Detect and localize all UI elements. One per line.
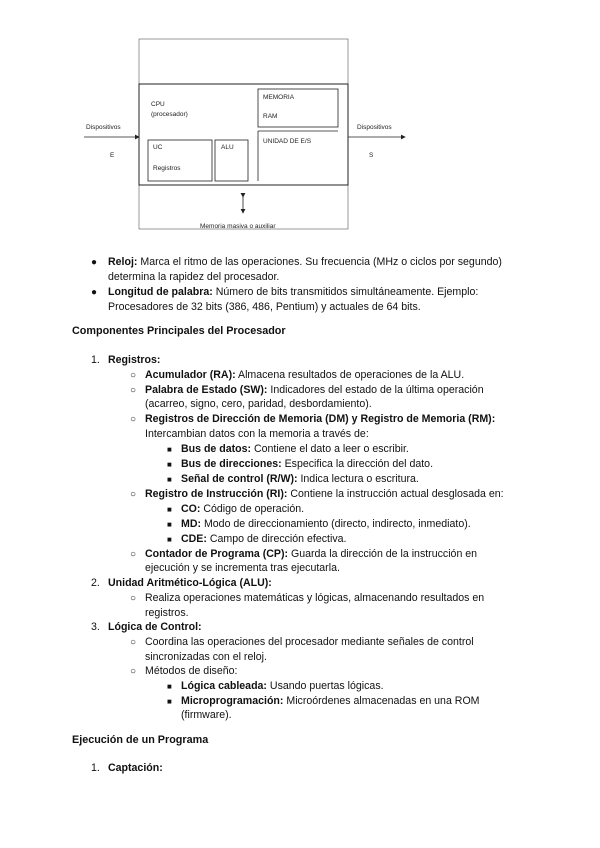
longitud-line1 [108,285,478,300]
registros-label: Registros [153,165,181,172]
bullet-circle: ○ [130,593,137,604]
memoria-masiva-label: Memoria masiva o auxiliar [200,223,276,230]
micro-item [181,694,480,709]
ri-item [145,487,504,502]
md-item [181,517,471,532]
cableada-text: Usando puertas lógicas. [266,680,384,692]
lc-line1: Coordina las operaciones del procesador mediante señales de control [145,636,474,648]
co-term: CO: [181,503,201,515]
section-number: 1. [91,354,100,366]
acumulador-text: Almacena resultados de operaciones de la ALU. [235,369,465,381]
reloj-text: Marca el ritmo de las operaciones. Su frecuencia (MHz o ciclos por segundo) [137,256,502,268]
bullet-square: ■ [167,505,172,514]
alu-line2: registros. [145,607,189,619]
senal-term: Señal de control (R/W): [181,473,298,485]
bullet-circle: ○ [130,385,137,396]
md-text: Modo de direccionamiento (directo, indirecto, inmediato). [201,518,471,530]
palabra-term: Palabra de Estado (SW): [145,384,268,396]
cpu-label: CPU [151,101,165,108]
bullet-dot: ● [91,257,98,268]
bullet-square: ■ [167,475,172,484]
dispositivos-e-label: Dispositivos [86,124,121,131]
co-item [181,502,304,517]
cde-term: CDE: [181,533,207,545]
dm-term: Registros de Dirección de Memoria (DM) y Registro de Memoria (RM): [145,413,496,425]
bullet-square: ■ [167,697,172,706]
palabra-item [145,383,484,398]
s-label: S [369,152,374,159]
md-term: MD: [181,518,202,530]
bullet-circle: ○ [130,489,137,500]
section-number: 2. [91,577,100,589]
cp-text: Guarda la dirección de la instrucción en [288,548,478,560]
micro-term: Microprogramación: [181,695,284,707]
acumulador-term: Acumulador (RA): [145,369,236,381]
es-label: UNIDAD DE E/S [263,138,312,145]
bus-dir-item [181,457,433,472]
heading-ejecucion: Ejecución de un Programa [72,734,209,746]
reloj-line2: determina la rapidez del procesador. [108,271,280,283]
e-label: E [110,152,115,159]
bullet-circle: ○ [130,549,137,560]
bullet-circle: ○ [130,637,137,648]
bullet-square: ■ [167,445,172,454]
memoria-label: MEMORIA [263,94,295,101]
longitud-text: Número de bits transmitidos simultáneamente. Ejemplo: [212,286,479,298]
bullet-circle: ○ [130,370,137,381]
bus-datos-text: Contiene el dato a leer o escribir. [251,443,409,455]
logica-title: Lógica de Control: [108,621,202,633]
cde-text: Campo de dirección efectiva. [206,533,347,545]
senal-text: Indica lectura o escritura. [297,473,419,485]
architecture-diagram [0,0,600,240]
metodos-item: Métodos de diseño: [145,665,238,677]
palabra-line2: (acarreo, signo, cero, paridad, desbordamiento). [145,398,372,410]
dm-line2: Intercambian datos con la memoria a través de: [145,428,369,440]
registros-title: Registros: [108,354,161,366]
section-number: 1. [91,762,100,774]
cpu-sub-label: (procesador) [151,111,188,118]
lc-line2: sincronizadas con el reloj. [145,651,267,663]
diagram-frame [139,39,348,229]
reloj-term: Reloj: [108,256,138,268]
bus-dir-term: Bus de direcciones: [181,458,282,470]
longitud-term: Longitud de palabra: [108,286,213,298]
reloj-line1 [108,255,502,270]
micro-line2: (firmware). [181,709,232,721]
bullet-square: ■ [167,535,172,544]
dispositivos-s-label: Dispositivos [357,124,392,131]
senal-item [181,472,419,487]
bus-datos-item [181,442,409,457]
captacion-title: Captación: [108,762,163,774]
ri-term: Registro de Instrucción (RI): [145,488,288,500]
bullet-square: ■ [167,520,172,529]
bullet-dot: ● [91,287,98,298]
cp-item [145,547,477,562]
acumulador-item [145,368,464,383]
section-number: 3. [91,621,100,633]
alu-title: Unidad Aritmético-Lógica (ALU): [108,577,272,589]
bus-datos-term: Bus de datos: [181,443,252,455]
cp-line2: ejecución y se incrementa tras ejecutarla. [145,562,340,574]
bus-dir-text: Especifica la dirección del dato. [281,458,434,470]
heading-componentes: Componentes Principales del Procesador [72,325,286,337]
bullet-circle: ○ [130,414,137,425]
cp-term: Contador de Programa (CP): [145,548,289,560]
co-text: Código de operación. [200,503,305,515]
micro-text: Microórdenes almacenadas en una ROM [283,695,480,707]
ri-text: Contiene la instrucción actual desglosada en: [287,488,504,500]
longitud-line2: Procesadores de 32 bits (386, 486, Pentium) y actuales de 64 bits. [108,301,421,313]
palabra-text: Indicadores del estado de la última operación [267,384,484,396]
cde-item [181,532,346,547]
bullet-square: ■ [167,460,172,469]
uc-label: UC [153,144,163,151]
alu-line1: Realiza operaciones matemáticas y lógicas, almacenando resultados en [145,592,485,604]
ram-label: RAM [263,113,278,120]
cableada-item [181,679,384,694]
bullet-circle: ○ [130,666,137,677]
alu-label: ALU [221,144,234,151]
cableada-term: Lógica cableada: [181,680,267,692]
bullet-square: ■ [167,682,172,691]
